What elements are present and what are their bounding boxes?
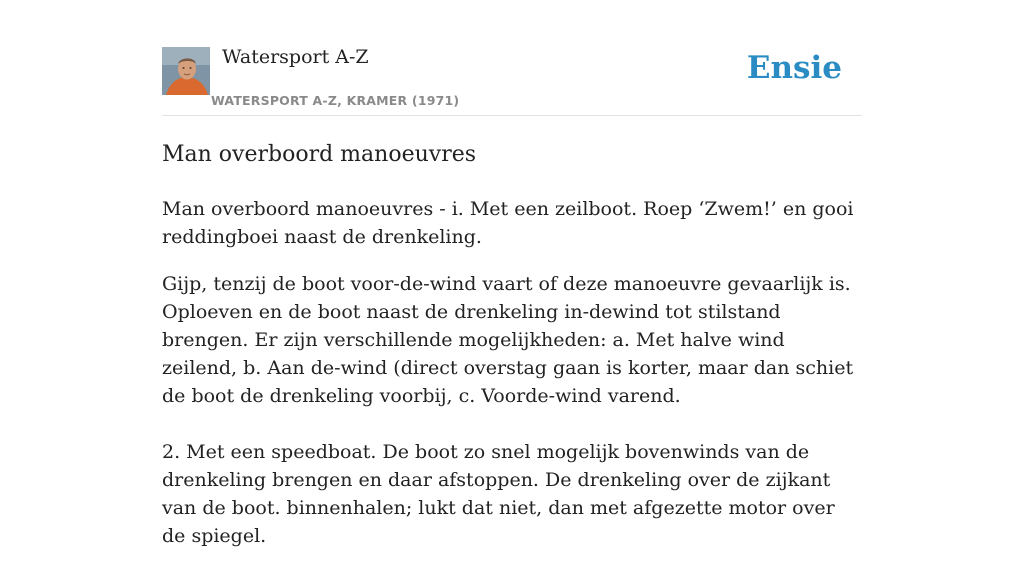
source-subtitle[interactable]: WATERSPORT A-Z, KRAMER (1971) (211, 93, 460, 108)
article-paragraph: Gijp, tenzij de boot voor-de-wind vaart of deze manoeuvre gevaarlijk is. Oploeven en de boot naast de drenkeling in-dewind tot stilstand brengen. Er zijn verschillende mogelijkheden: a. Met halve wind zeilend, b. Aan de-wind (direct overstag gaan is korter, maar dan schiet de boot de drenkeling voorbij, c. Voorde-wind varend. 2. Met een speedboat. De boot zo snel mogelijk bovenwinds van de drenkeling brengen en daar afstoppen. De drenkeling over de zijkant van de boot. binnenhalen; lukt dat niet, dan met afgezette motor over de spiegel. (162, 273, 854, 547)
source-avatar[interactable] (162, 47, 210, 95)
brand-logo-link[interactable]: Ensie (746, 50, 842, 86)
article-title: Man overboord manoeuvres (162, 142, 477, 167)
source-header (162, 46, 862, 116)
person-avatar-icon (162, 47, 210, 95)
header-divider (162, 115, 862, 116)
article (162, 139, 862, 569)
article-paragraph: Man overboord manoeuvres - i. Met een zeilboot. Roep ‘Zwem!’ en gooi reddingboei naast de drenkeling. (162, 198, 854, 248)
source-title[interactable]: Watersport A-Z (222, 46, 369, 68)
